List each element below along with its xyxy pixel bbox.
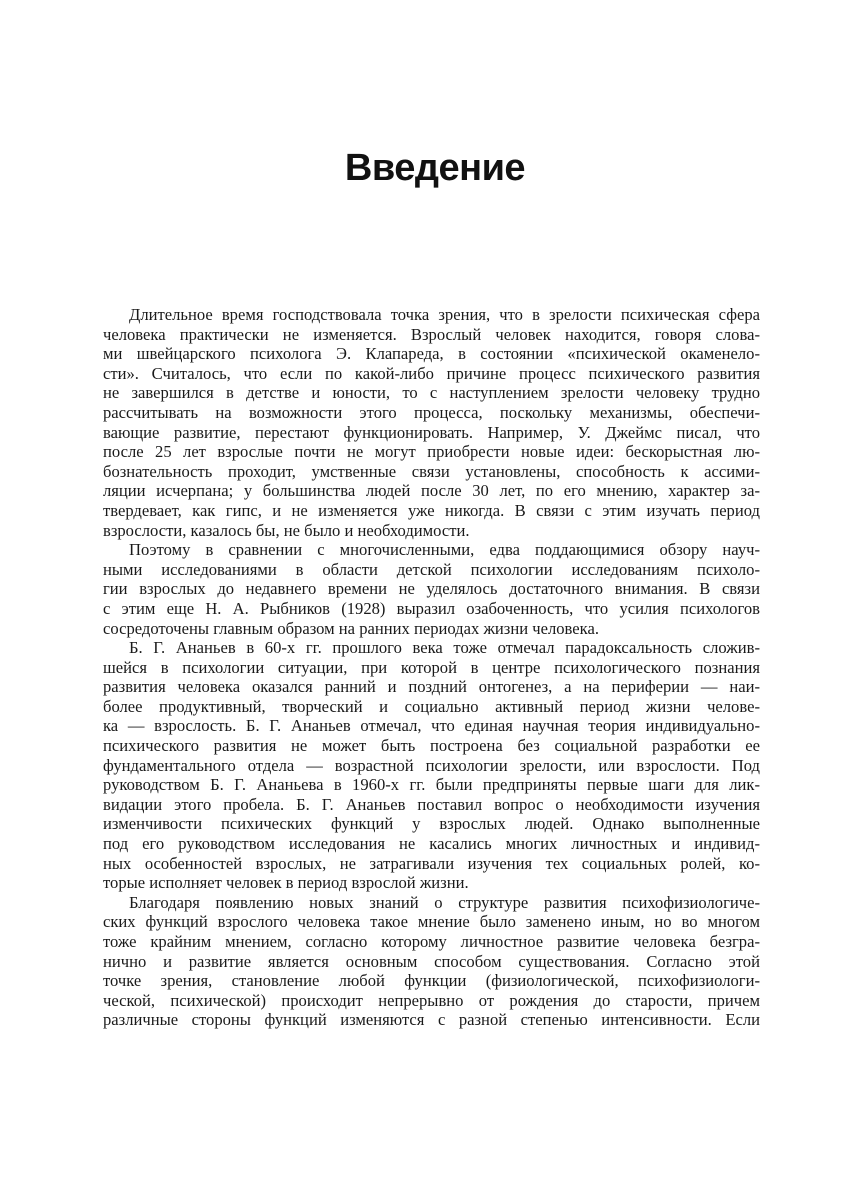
text-line: ляции исчерпана; у большинства людей после 30 лет, по его мнению, характер за- bbox=[103, 481, 760, 501]
paragraph bbox=[103, 893, 760, 1030]
text-line: изменчивости психических функций у взрослых людей. Однако выполненные bbox=[103, 814, 760, 834]
text-line: более продуктивный, творческий и социально активный период жизни челове- bbox=[103, 696, 760, 716]
text-line: точке зрения, становление любой функции (физиологической, психофизиологи- bbox=[103, 971, 760, 991]
text-line: Б. Г. Ананьев в 60-х гг. прошлого века тоже отмечал парадоксальность сложив- bbox=[129, 638, 760, 658]
text-line: бознательность проходит, умственные связи установлены, способность к ассими- bbox=[103, 461, 760, 481]
text-line: руководством Б. Г. Ананьева в 1960-х гг. были предприняты первые шаги для лик- bbox=[103, 775, 760, 795]
text-line: ных особенностей взрослых, не затрагивали изучения тех социальных ролей, ко- bbox=[103, 853, 760, 873]
text-line: тоже крайним мнением, согласно которому личностное развитие человека безгра- bbox=[103, 932, 760, 951]
text-line: гии взрослых до недавнего времени не уделялось достаточного внимания. В связи bbox=[103, 579, 760, 599]
text-line: Поэтому в сравнении с многочисленными, едва поддающимися обзору науч- bbox=[129, 540, 760, 560]
text-line: ми швейцарского психолога Э. Клапареда, в состоянии «психической окаменело- bbox=[103, 344, 760, 364]
paragraph bbox=[103, 305, 760, 540]
text-line: с этим еще Н. А. Рыбников (1928) выразил озабоченность, что усилия психологов bbox=[103, 598, 760, 618]
text-line: вающие развитие, перестают функционировать. Например, У. Джеймс писал, что bbox=[103, 422, 760, 442]
paragraph bbox=[103, 638, 760, 893]
text-line: взрослости, казалось бы, не было и необходимости. bbox=[103, 520, 470, 540]
text-line: твердевает, как гипс, и не изменяется уже никогда. В связи с этим изучать период bbox=[103, 500, 760, 520]
text-line: человека практически не изменяется. Взрослый человек находится, говоря слова- bbox=[103, 324, 760, 344]
text-line: ческой, психической) происходит непрерывно от рождения до старости, причем bbox=[103, 990, 760, 1010]
text-line: Благодаря появлению новых знаний о структуре развития психофизиологиче- bbox=[129, 892, 760, 912]
text-line: не завершился в детстве и юности, то с наступлением зрелости человеку трудно bbox=[103, 383, 760, 403]
text-line: нично и развитие является основным способом существования. Согласно этой bbox=[103, 951, 760, 971]
text-line: Длительное время господствовала точка зрения, что в зрелости психическая сфера bbox=[129, 305, 760, 324]
paragraph bbox=[103, 540, 760, 638]
text-line: развития человека оказался ранний и поздний онтогенез, а на периферии — наи- bbox=[103, 677, 760, 697]
text-line: шейся в психологии ситуации, при которой в центре психологического познания bbox=[103, 657, 760, 677]
text-line: ских функций взрослого человека такое мнение было заменено иным, но во многом bbox=[103, 912, 760, 932]
text-line: сосредоточены главным образом на ранних периодах жизни человека. bbox=[103, 618, 599, 638]
text-line: ка — взрослость. Б. Г. Ананьев отмечал, что единая научная теория индивидуально- bbox=[103, 716, 760, 736]
text-line: психического развития не может быть построена без социальной разработки ее bbox=[103, 736, 760, 756]
chapter-title: Введение bbox=[344, 147, 526, 190]
text-line: рассчитывать на возможности этого процесса, поскольку механизмы, обеспечи- bbox=[103, 402, 760, 422]
text-line: торые исполняет человек в период взрослой жизни. bbox=[103, 873, 469, 893]
text-line: различные стороны функций изменяются с разной степенью интенсивности. Если bbox=[103, 1010, 760, 1030]
text-line: под его руководством исследования не касались многих личностных и индивид- bbox=[103, 834, 760, 854]
text-line: видации этого пробела. Б. Г. Ананьев поставил вопрос о необходимости изучения bbox=[103, 794, 760, 814]
chapter-body bbox=[103, 305, 760, 1030]
text-line: после 25 лет взрослые почти не могут приобрести новые идеи: бескорыстная лю- bbox=[103, 442, 760, 462]
text-line: сти». Считалось, что если по какой-либо причине процесс психического развития bbox=[103, 363, 760, 383]
text-line: фундаментального отдела — возрастной психологии зрелости, или взрослости. Под bbox=[103, 755, 760, 775]
text-line: ными исследованиями в области детской психологии исследованиям психоло- bbox=[103, 559, 760, 579]
